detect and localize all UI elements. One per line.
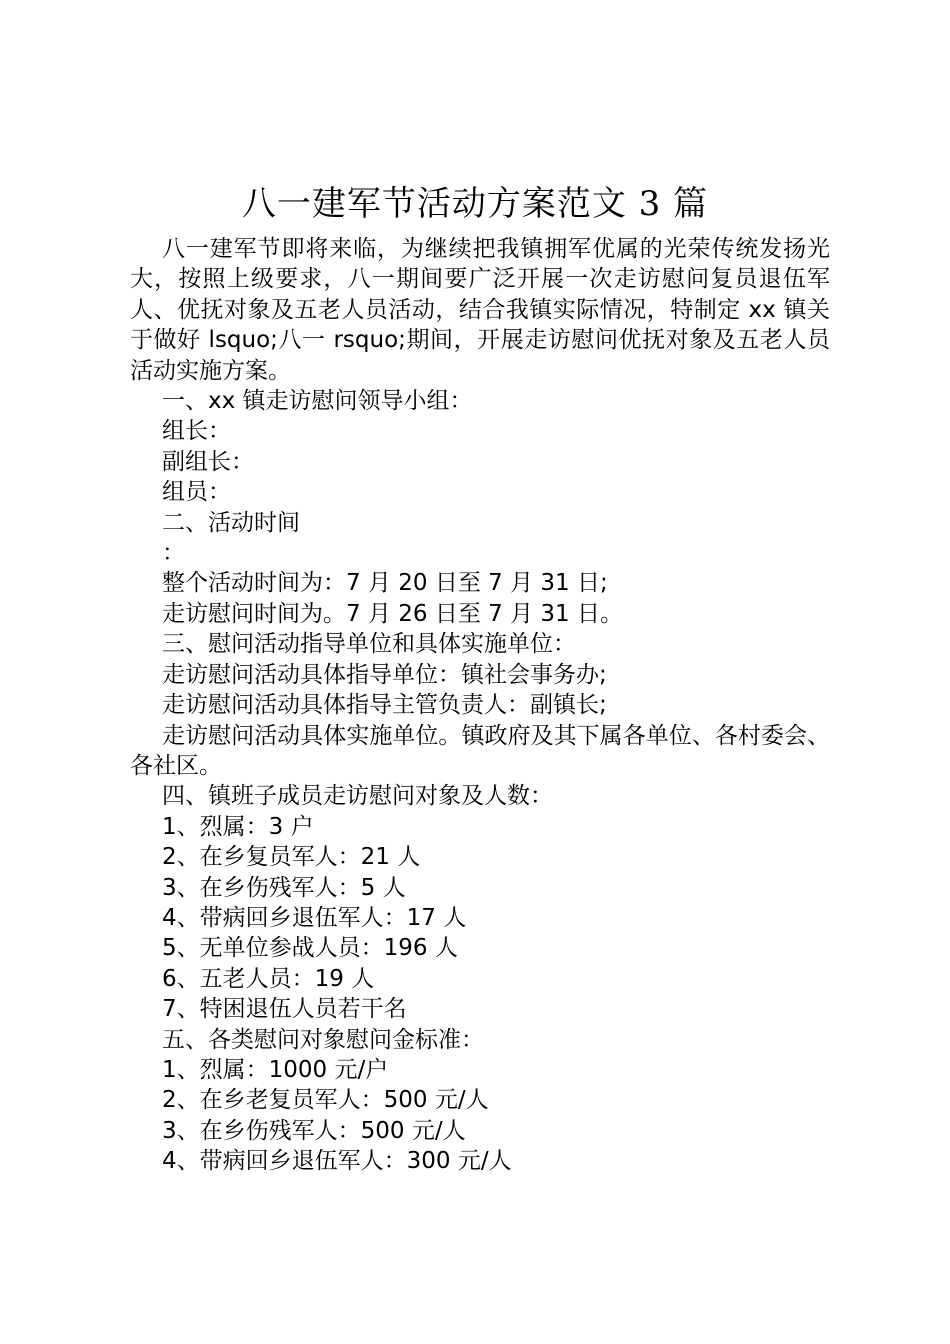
section-3-heading: 三、慰问活动指导单位和具体实施单位： bbox=[162, 631, 576, 658]
list-item: 5、无单位参战人员：196 人 bbox=[162, 935, 458, 962]
list-item: 3、在乡伤残军人：5 人 bbox=[162, 874, 406, 901]
colon-line: ： bbox=[162, 540, 185, 567]
list-item: 1、烈属：3 户 bbox=[162, 813, 314, 840]
intro-paragraph: 八一建军节即将来临，为继续把我镇拥军优属的光荣传统发扬光大，按照上级要求，八一期间要广泛开展一次走访慰问复员退伍军人、优抚对象及五老人员活动，结合我镇实际情况，特制定 xx 镇关于做好 lsquo;八一 rsquo;期间，开展走访慰问优抚对象及五老人员活动实施方案。 bbox=[130, 236, 830, 384]
list-item: 2、在乡复员军人：21 人 bbox=[162, 844, 421, 871]
list-item: 6、五老人员：19 人 bbox=[162, 965, 375, 992]
deputy-leader-line: 副组长： bbox=[162, 448, 254, 475]
list-item: 4、带病回乡退伍军人：17 人 bbox=[162, 904, 467, 931]
section-5-heading: 五、各类慰问对象慰问金标准： bbox=[162, 1026, 484, 1053]
section-1-heading: 一、xx 镇走访慰问领导小组： bbox=[162, 388, 473, 415]
implementing-unit-paragraph: 走访慰问活动具体实施单位。镇政府及其下属各单位、各村委会、各社区。 bbox=[130, 722, 830, 779]
list-item: 4、带病回乡退伍军人：300 元/人 bbox=[162, 1148, 512, 1175]
document-title: 八一建军节活动方案范文 3 篇 bbox=[241, 184, 709, 224]
section-2-heading: 二、活动时间 bbox=[162, 509, 300, 536]
guiding-officer-line: 走访慰问活动具体指导主管负责人：副镇长; bbox=[162, 692, 607, 719]
visit-period-line: 走访慰问时间为。7 月 26 日至 7 月 31 日。 bbox=[162, 600, 623, 627]
guiding-unit-line: 走访慰问活动具体指导单位：镇社会事务办; bbox=[162, 661, 607, 688]
section-4-heading: 四、镇班子成员走访慰问对象及人数： bbox=[162, 783, 553, 810]
list-item: 7、特困退伍人员若干名 bbox=[162, 996, 407, 1023]
list-item: 2、在乡老复员军人：500 元/人 bbox=[162, 1087, 489, 1114]
leader-line: 组长： bbox=[162, 418, 231, 445]
list-item: 3、在乡伤残军人：500 元/人 bbox=[162, 1117, 466, 1144]
activity-period-line: 整个活动时间为：7 月 20 日至 7 月 31 日; bbox=[162, 570, 608, 597]
list-item: 1、烈属：1000 元/户 bbox=[162, 1056, 389, 1083]
document-body bbox=[130, 234, 830, 1177]
members-line: 组员： bbox=[162, 479, 231, 506]
